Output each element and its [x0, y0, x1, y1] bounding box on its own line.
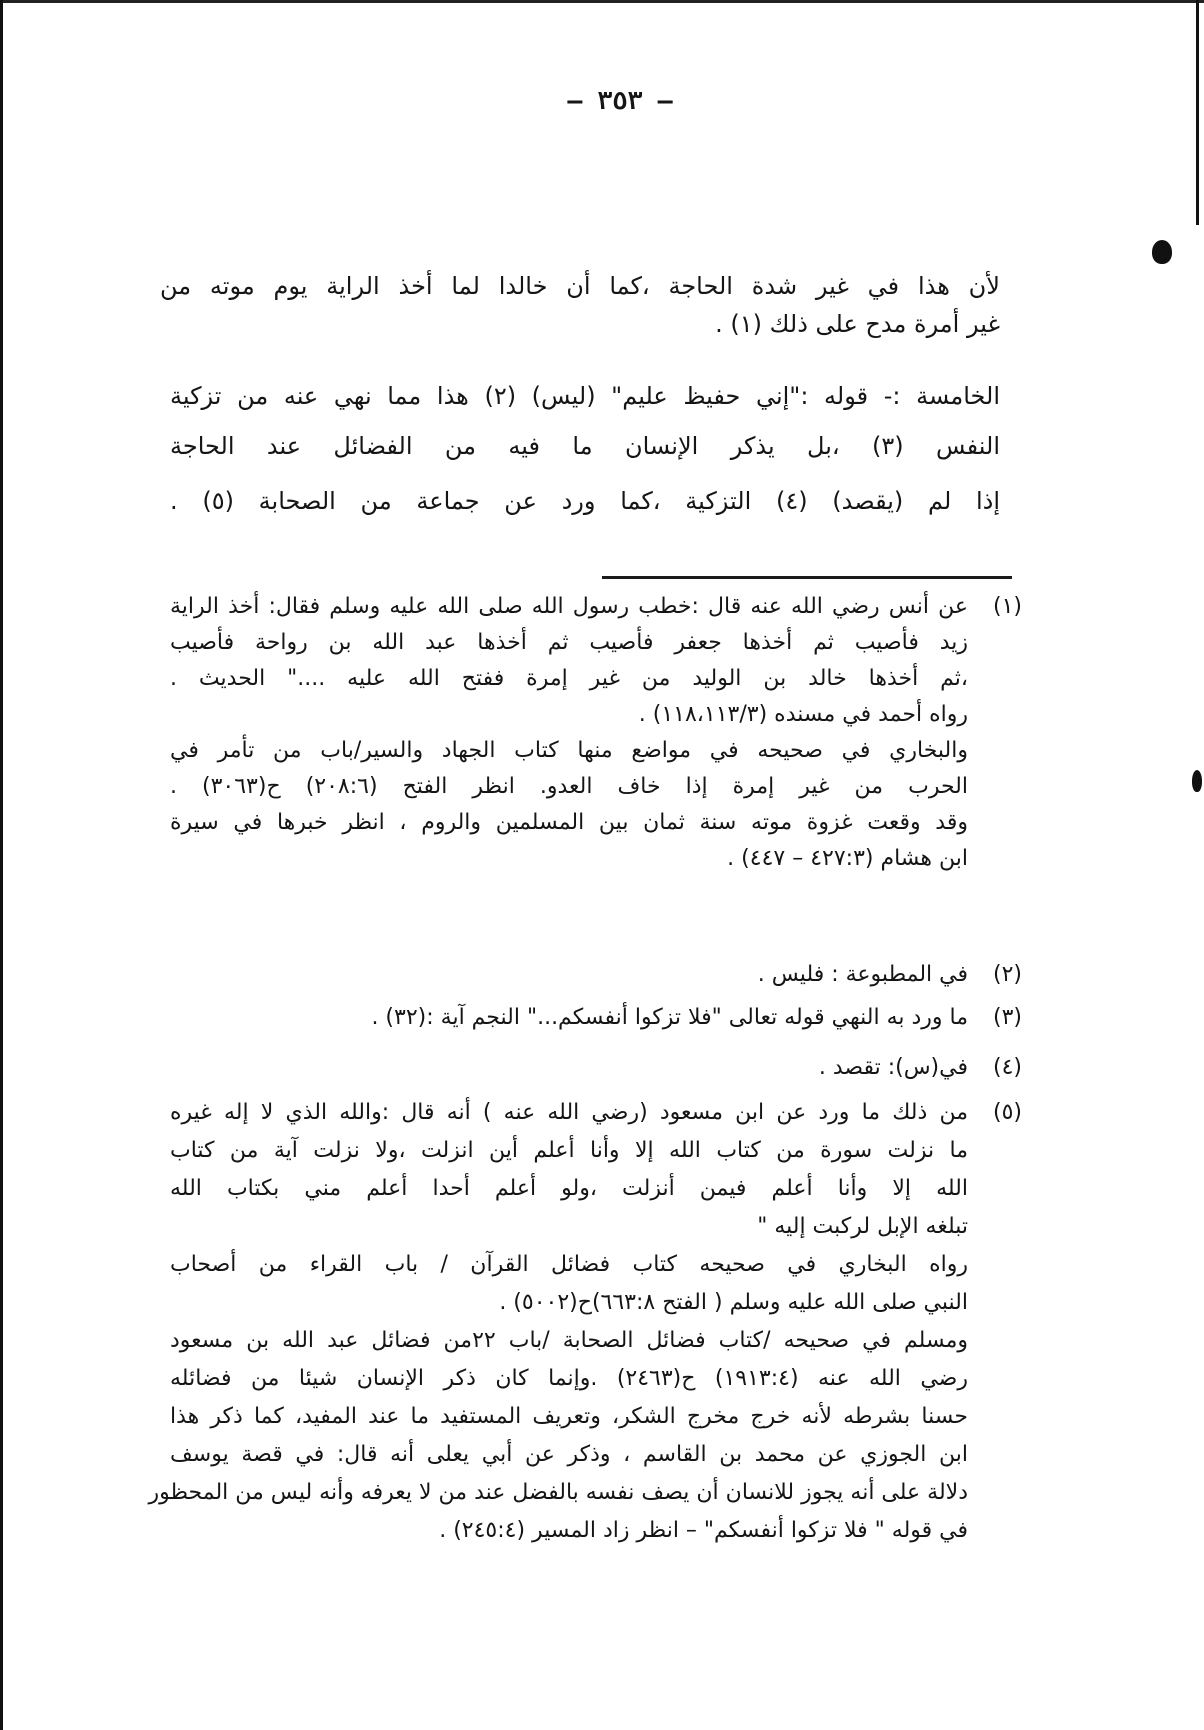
footnote-line: رضي الله عنه (١٩١٣:٤) ح(٢٤٦٣) .وإنما كان ذكر الإنسان شيئا من فضائله [170, 1366, 968, 1391]
footnote-line: في قوله " فلا تزكوا أنفسكم" – انظر زاد المسير (٢٤٥:٤) . [439, 1518, 968, 1543]
footnote-line: ابن الجوزي عن محمد بن القاسم ، وذكر عن أبي يعلى أنه قال: في قصة يوسف [170, 1442, 968, 1467]
footnote-line: في المطبوعة : فليس . [757, 962, 968, 987]
footnote-1 [170, 594, 1022, 882]
footnote-3 [170, 1005, 1022, 1041]
footnote-line: الله إلا وأنا أعلم فيمن أنزلت ،ولو أعلم أحدا أعلم مني بكتاب الله [170, 1176, 968, 1201]
text-line: لأن هذا في غير شدة الحاجة ،كما أن خالدا لما أخذ الراية يوم موته من [160, 272, 1000, 300]
scan-right-edge [1196, 0, 1199, 225]
footnote-2 [170, 962, 1022, 998]
footnote-line: دلالة على أنه يجوز للانسان أن يصف نفسه بالفضل عند من لا يعرفه وأنه ليس من المحظور [148, 1480, 968, 1505]
footnote-line: حسنا بشرطه لأنه خرج مخرج الشكر، وتعريف المستفيد ما عند المفيد، كما ذكر هذا [170, 1404, 968, 1429]
footnote-line: في(س): تقصد . [818, 1055, 968, 1080]
text-line: الخامسة :- قوله :"إني حفيظ عليم" (ليس) (٢) هذا مما نهي عنه من تزكية [170, 382, 1000, 410]
footnote-number: (٥) [992, 1100, 1022, 1125]
text-line: النفس (٣) ،بل يذكر الإنسان ما فيه من الفضائل عند الحاجة [170, 432, 1001, 460]
footnote-line: تبلغه الإبل لركبت إليه " [757, 1214, 968, 1239]
footnote-line: ومسلم في صحيحه /كتاب فضائل الصحابة /باب ٢٢من فضائل عبد الله بن مسعود [170, 1328, 969, 1353]
scan-left-edge [0, 0, 3, 1730]
footnote-number: (١) [992, 594, 1022, 619]
footnote-line: ابن هشام (٤٢٧:٣ – ٤٤٧) . [727, 846, 968, 871]
footnote-line: وقد وقعت غزوة موته سنة ثمان بين المسلمين والروم ، انظر خبرها في سيرة [170, 810, 968, 835]
footnote-number: (٤) [992, 1055, 1022, 1080]
footnote-4 [170, 1055, 1022, 1091]
footnote-line: زيد فأصيب ثم أخذها جعفر فأصيب ثم أخذها عبد الله بن رواحة فأصيب [170, 630, 968, 655]
footnote-line: والبخاري في صحيحه في مواضع منها كتاب الجهاد والسير/باب من تأمر في [170, 738, 968, 763]
footnote-line: ما ورد به النهي قوله تعالى "فلا تزكوا أنفسكم..." النجم آية :(٣٢) . [371, 1005, 968, 1030]
footnote-number: (٢) [992, 962, 1022, 987]
footnote-separator [602, 576, 1012, 579]
text-line: غير أمرة مدح على ذلك (١) . [715, 310, 1000, 338]
footnote-line: من ذلك ما ورد عن ابن مسعود (رضي الله عنه ) أنه قال :والله الذي لا إله غيره [170, 1100, 968, 1125]
footnote-line: ما نزلت سورة من كتاب الله إلا وأنا أعلم أين انزلت ،ولا نزلت آية من كتاب [170, 1138, 968, 1163]
punch-hole-mark [1152, 240, 1172, 264]
footnote-line: النبي صلى الله عليه وسلم ( الفتح ٦٦٣:٨)ح(٥٠٠٢) . [499, 1290, 968, 1315]
page-number: – ٣٥٣ – [567, 86, 673, 115]
text-line: إذا لم (يقصد) (٤) التزكية ،كما ورد عن جماعة من الصحابة (٥) . [170, 487, 1001, 515]
footnote-line: ،ثم أخذها خالد بن الوليد من غير إمرة ففتح الله عليه ...." الحديث . [170, 666, 968, 691]
footnote-line: رواه البخاري في صحيحه كتاب فضائل القرآن / باب القراء من أصحاب [170, 1252, 968, 1277]
footnote-5 [148, 1100, 1022, 1556]
footnote-line: رواه أحمد في مسنده (١١٨،١١٣/٣) . [638, 702, 968, 727]
footnote-line: عن أنس رضي الله عنه قال :خطب رسول الله صلى الله عليه وسلم فقال: أخذ الراية [170, 594, 968, 619]
footnote-line: الحرب من غير إمرة إذا خاف العدو. انظر الفتح (٢٠٨:٦) ح(٣٠٦٣) . [170, 774, 968, 799]
punch-hole-mark [1192, 770, 1202, 792]
footnote-number: (٣) [992, 1005, 1022, 1030]
scan-top-edge [0, 0, 1204, 3]
